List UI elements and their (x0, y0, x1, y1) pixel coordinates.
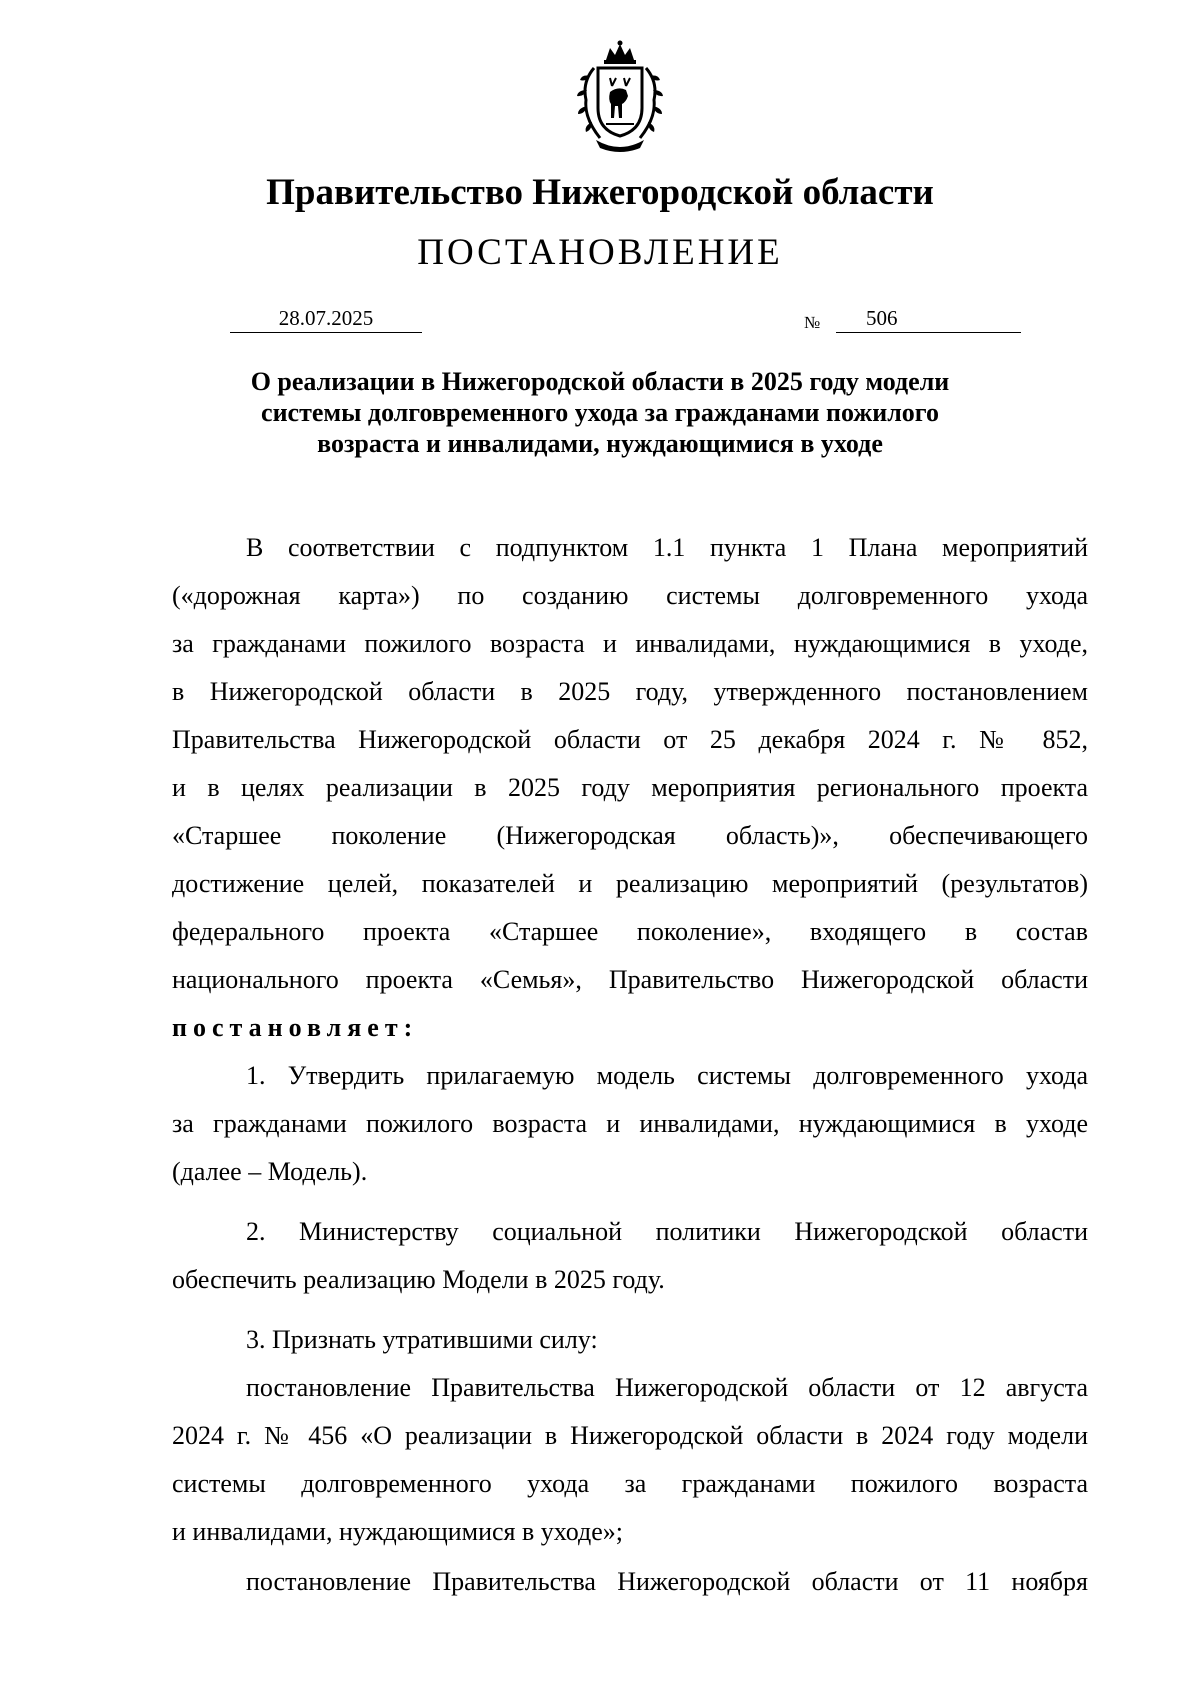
item-1-line: за гражданами пожилого возраста и инвалидами, нуждающимися в уходе (172, 1109, 1088, 1138)
item-3-line: 3. Признать утратившими силу: (246, 1325, 598, 1354)
item-1-line: 1. Утвердить прилагаемую модель системы долговременного ухода (246, 1061, 1088, 1090)
number-label: № (804, 313, 821, 332)
preamble-line: («дорожная карта») по созданию системы долговременного ухода (172, 581, 1088, 610)
document-subject (160, 366, 1040, 459)
subject-line: возраста и инвалидами, нуждающимися в уходе (317, 429, 883, 458)
item-2-line: 2. Министерству социальной политики Нижегородской области (246, 1217, 1088, 1246)
preamble-line: национального проекта «Семья», Правительство Нижегородской области (172, 965, 1088, 994)
subject-line: системы долговременного ухода за гражданами пожилого (261, 398, 939, 427)
preamble-line: В соответствии с подпунктом 1.1 пункта 1 Плана мероприятий (246, 533, 1088, 562)
repeal-2-line: постановление Правительства Нижегородской области от 11 ноября (246, 1567, 1088, 1596)
document-type: ПОСТАНОВЛЕНИЕ (417, 232, 783, 273)
preamble-line: за гражданами пожилого возраста и инвалидами, нуждающимися в уходе, (172, 629, 1088, 658)
preamble-line: и в целях реализации в 2025 году мероприятия регионального проекта (172, 773, 1088, 802)
resolves-word: постановляет: (172, 1013, 419, 1042)
item-1-line: (далее – Модель). (172, 1157, 368, 1186)
repeal-1-line: и инвалидами, нуждающимися в уходе»; (172, 1517, 624, 1546)
coat-of-arms-icon (560, 38, 680, 156)
document-date: 28.07.2025 (230, 304, 422, 333)
preamble-line: «Старшее поколение (Нижегородская область)», обеспечивающего (172, 821, 1088, 850)
preamble-line: в Нижегородской области в 2025 году, утвержденного постановлением (172, 677, 1088, 706)
repeal-1-line: 2024 г. № 456 «О реализации в Нижегородской области в 2024 году модели (172, 1421, 1088, 1450)
preamble-line: федерального проекта «Старшее поколение», входящего в состав (172, 917, 1088, 946)
preamble-line: Правительства Нижегородской области от 25 декабря 2024 г. № 852, (172, 725, 1088, 754)
subject-line: О реализации в Нижегородской области в 2025 году модели (250, 367, 950, 396)
document-number: 506 (866, 306, 898, 330)
repeal-1-line: системы долговременного ухода за гражданами пожилого возраста (172, 1469, 1088, 1498)
repeal-1-line: постановление Правительства Нижегородской области от 12 августа (246, 1373, 1088, 1402)
government-title: Правительство Нижегородской области (266, 172, 934, 213)
item-2-line: обеспечить реализацию Модели в 2025 году. (172, 1265, 665, 1294)
preamble-line: достижение целей, показателей и реализацию мероприятий (результатов) (172, 869, 1088, 898)
document-number-field (836, 304, 1021, 333)
